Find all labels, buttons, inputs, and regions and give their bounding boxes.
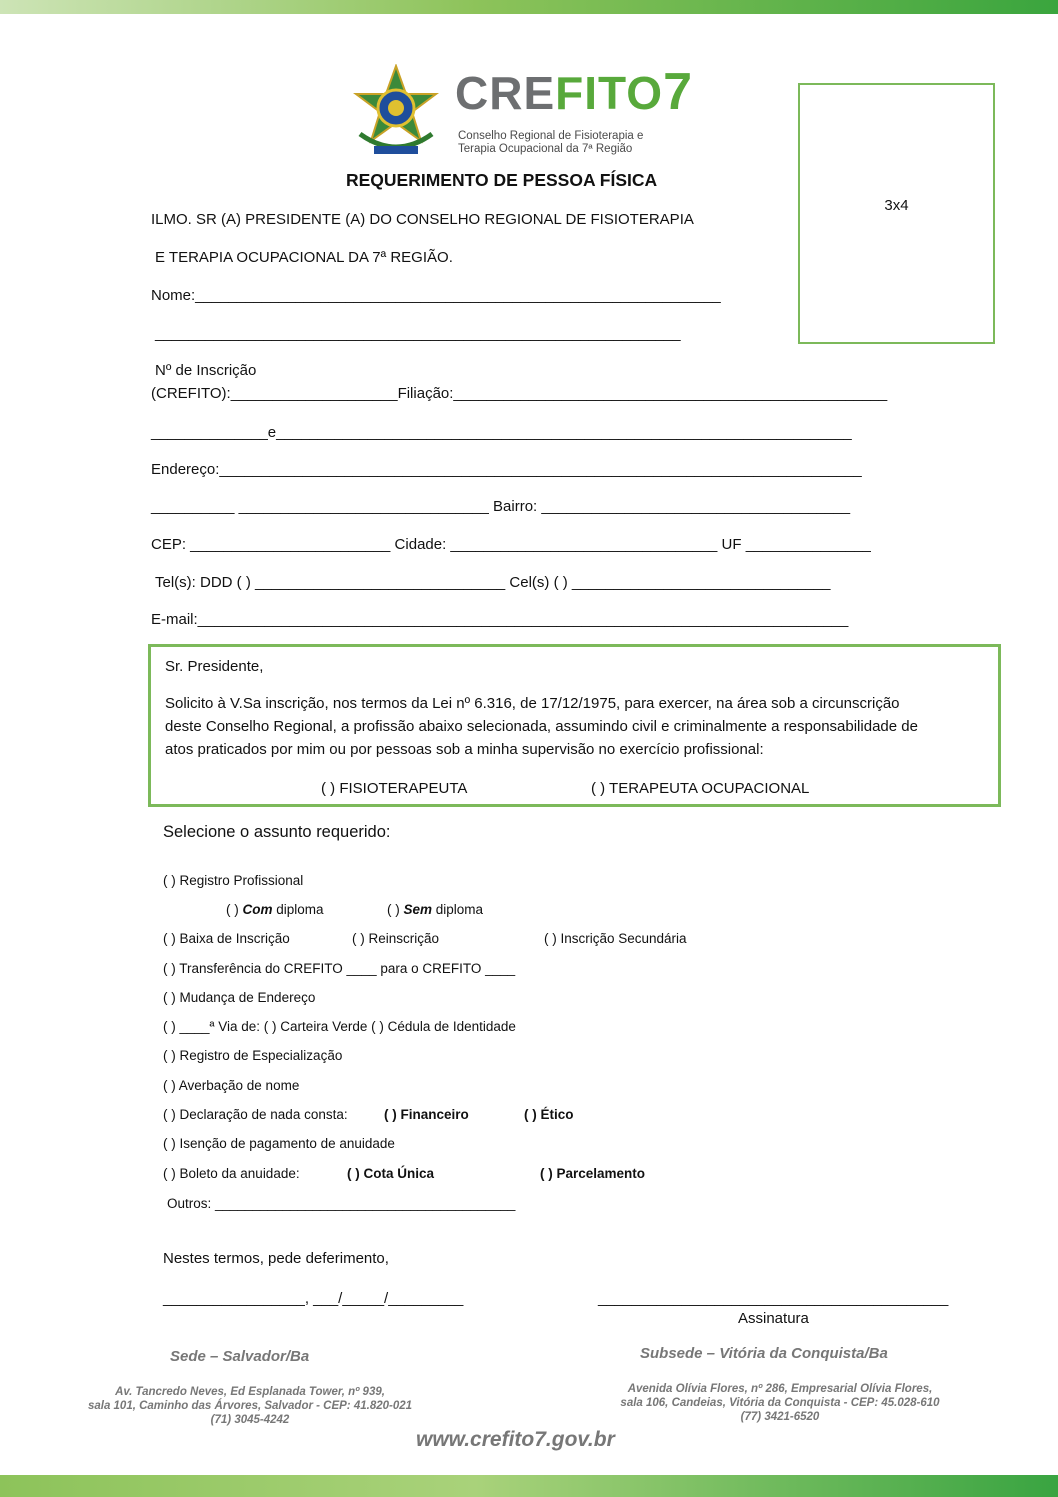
filiacao-continuation-field[interactable]: ______________e_____________________________________________________________________ — [151, 424, 852, 441]
option-baixa-inscricao[interactable]: ( ) Baixa de Inscrição — [163, 931, 290, 946]
logo-subtitle-line-1: Conselho Regional de Fisioterapia e — [458, 130, 644, 142]
sede-phone: (71) 3045-4242 — [210, 1414, 290, 1426]
com-diploma-box: ( ) — [226, 902, 243, 917]
address-line-1: ILMO. SR (A) PRESIDENTE (A) DO CONSELHO REGIONAL DE FISIOTERAPIA — [151, 211, 694, 228]
subsede-address — [590, 1382, 970, 1424]
option-inscricao-secundaria[interactable]: ( ) Inscrição Secundária — [544, 931, 687, 946]
date-field[interactable]: _________________, ___/_____/_________ — [163, 1290, 464, 1307]
outros-field[interactable]: Outros: ________________________________________ — [167, 1196, 516, 1211]
declaration-salutation: Sr. Presidente, — [165, 658, 264, 675]
option-isencao-anuidade[interactable]: ( ) Isenção de pagamento de anuidade — [163, 1136, 395, 1151]
sem-diploma-box: ( ) — [387, 902, 404, 917]
sede-address-line-1: Av. Tancredo Neves, Ed Esplanada Tower, nº 939, — [115, 1386, 385, 1398]
option-transferencia[interactable]: ( ) Transferência do CREFITO ____ para o CREFITO ____ — [163, 961, 516, 976]
nome-field[interactable]: Nome:_______________________________________________________________ — [151, 287, 721, 304]
option-financeiro[interactable]: ( ) Financeiro — [384, 1107, 469, 1122]
sede-address-line-2: sala 101, Caminho das Árvores, Salvador - CEP: 41.820-021 — [87, 1400, 413, 1412]
endereco-field[interactable]: Endereço:_____________________________________________________________________________ — [151, 461, 862, 478]
sem-diploma-bold: Sem — [403, 902, 433, 917]
sede-title: Sede – Salvador/Ba — [170, 1348, 310, 1365]
subsede-address-line-1: Avenida Olívia Flores, nº 286, Empresarial Olívia Flores, — [627, 1383, 933, 1395]
declaration-box — [148, 644, 1001, 807]
telefone-field[interactable]: Tel(s): DDD ( ) ______________________________ Cel(s) ( ) _______________________________ — [155, 574, 831, 591]
logo-text-cre: CRE — [455, 67, 556, 119]
address-line-2: E TERAPIA OCUPACIONAL DA 7ª REGIÃO. — [155, 249, 453, 266]
photo-3x4-box[interactable] — [798, 83, 995, 344]
option-reinscricao[interactable]: ( ) Reinscrição — [352, 931, 440, 946]
form-title: REQUERIMENTO DE PESSOA FÍSICA — [346, 170, 658, 190]
inscricao-filiacao-field[interactable]: (CREFITO):____________________Filiação:____________________________________________________ — [151, 385, 888, 402]
logo-subtitle-line-2: Terapia Ocupacional da 7ª Região — [458, 143, 633, 155]
option-averbacao-nome[interactable]: ( ) Averbação de nome — [163, 1078, 300, 1093]
sede-address — [60, 1385, 440, 1427]
subsede-phone: (77) 3421-6520 — [740, 1411, 820, 1423]
subsede-title: Subsede – Vitória da Conquista/Ba — [640, 1345, 888, 1362]
photo-label: 3x4 — [884, 197, 909, 214]
crefito-logo — [455, 62, 693, 122]
option-segunda-via[interactable]: ( ) ____ª Via de: ( ) Carteira Verde ( ) Cédula de Identidade — [163, 1019, 516, 1034]
com-diploma-text: diploma — [272, 902, 324, 917]
declaration-line-1: Solicito à V.Sa inscrição, nos termos da Lei nº 6.316, de 17/12/1975, para exercer, na área sob a circunscrição — [165, 695, 900, 712]
option-com-diploma[interactable] — [226, 902, 324, 917]
sem-diploma-text: diploma — [432, 902, 484, 917]
subjects-heading: Selecione o assunto requerido: — [163, 823, 391, 841]
signature-field[interactable]: __________________________________________ — [598, 1290, 949, 1307]
option-terapeuta-ocupacional[interactable]: ( ) TERAPEUTA OCUPACIONAL — [591, 780, 810, 797]
signature-label: Assinatura — [738, 1310, 809, 1327]
coat-of-arms-emblem — [350, 64, 442, 158]
closing-text: Nestes termos, pede deferimento, — [163, 1250, 389, 1267]
option-mudanca-endereco[interactable]: ( ) Mudança de Endereço — [163, 990, 316, 1005]
cep-cidade-uf-field[interactable]: CEP: ________________________ Cidade: ________________________________ UF _______________ — [151, 536, 871, 553]
option-fisioterapeuta[interactable]: ( ) FISIOTERAPEUTA — [321, 780, 468, 797]
logo-subtitle — [458, 130, 643, 156]
option-parcelamento[interactable]: ( ) Parcelamento — [540, 1166, 646, 1181]
option-cota-unica[interactable]: ( ) Cota Única — [347, 1166, 435, 1181]
nome-continuation-field[interactable]: _______________________________________________________________ — [155, 325, 681, 342]
inscricao-label: Nº de Inscrição — [155, 362, 257, 379]
declaration-line-3: atos praticados por mim ou por pessoas sob a minha supervisão no exercício profissional: — [165, 741, 764, 758]
logo-text-7: 7 — [663, 63, 693, 121]
bottom-color-bar — [0, 1475, 1058, 1497]
logo-text-fito: FITO — [555, 67, 664, 119]
option-sem-diploma[interactable] — [387, 902, 483, 917]
option-boleto-anuidade[interactable]: ( ) Boleto da anuidade: — [163, 1166, 300, 1181]
email-field[interactable]: E-mail:______________________________________________________________________________ — [151, 611, 849, 628]
declaration-line-2: deste Conselho Regional, a profissão abaixo selecionada, assumindo civil e criminalmente a responsabilidade de — [165, 718, 918, 735]
bairro-field[interactable]: __________ ______________________________ Bairro: _____________________________________ — [151, 498, 851, 515]
option-etico[interactable]: ( ) Ético — [524, 1107, 574, 1122]
top-color-bar — [0, 0, 1058, 14]
option-registro-profissional[interactable]: ( ) Registro Profissional — [163, 873, 304, 888]
option-declaracao-nada-consta[interactable]: ( ) Declaração de nada consta: — [163, 1107, 348, 1122]
subsede-address-line-2: sala 106, Candeias, Vitória da Conquista - CEP: 45.028-610 — [620, 1397, 940, 1409]
option-registro-especializacao[interactable]: ( ) Registro de Especialização — [163, 1048, 343, 1063]
website-link[interactable]: www.crefito7.gov.br — [416, 1428, 615, 1451]
com-diploma-bold: Com — [242, 902, 273, 917]
